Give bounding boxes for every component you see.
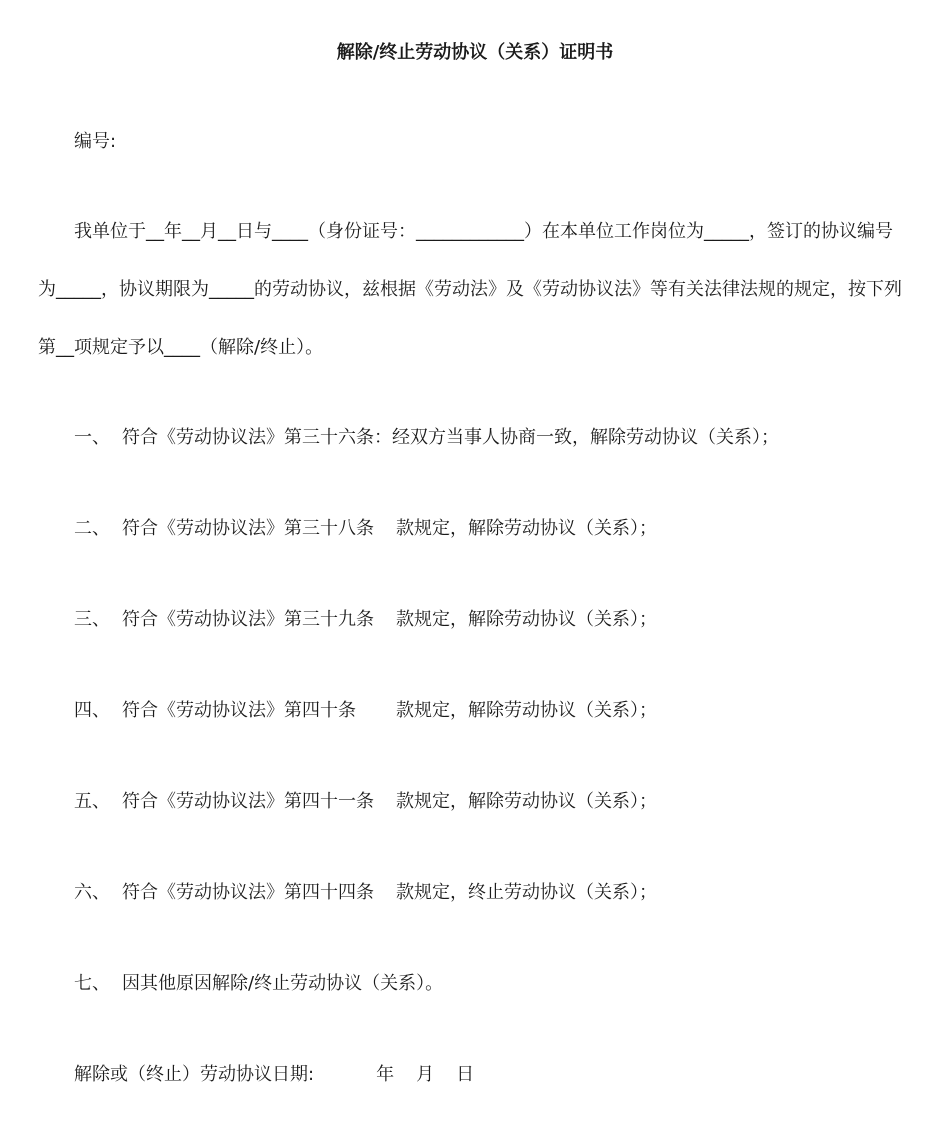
- item-number: 七、: [74, 973, 110, 994]
- body-line-2: 为_____，协议期限为_____的劳动协议，兹根据《劳动法》及《劳动协议法》等有关法律法规的规定，按下列: [38, 279, 902, 300]
- item-text: 符合《劳动协议法》第三十六条：经双方当事人协商一致，解除劳动协议（关系）；: [122, 427, 779, 448]
- date-month: 月: [416, 1064, 435, 1085]
- termination-date-line: [74, 1063, 474, 1087]
- item-text: 符合《劳动协议法》第四十一条: [122, 791, 374, 812]
- item-text-tail: 款规定，解除劳动协议（关系）；: [396, 609, 657, 630]
- item-number: 三、: [74, 609, 110, 630]
- list-item: [74, 972, 443, 996]
- item-text: 符合《劳动协议法》第四十四条: [122, 882, 374, 903]
- item-text: 符合《劳动协议法》第三十九条: [122, 609, 374, 630]
- item-number: 五、: [74, 791, 110, 812]
- list-item: [74, 790, 657, 814]
- document-title: 解除/终止劳动协议（关系）证明书: [336, 42, 614, 63]
- item-number: 二、: [74, 518, 110, 539]
- list-item: [74, 608, 657, 632]
- item-text: 符合《劳动协议法》第三十八条: [122, 518, 374, 539]
- list-item: [74, 426, 779, 450]
- body-line-1: 我单位于__年__月__日与____（身份证号：____________）在本单位工作岗位为_____，签订的协议编号: [74, 221, 893, 242]
- number-label: 编号:: [74, 131, 117, 152]
- item-text-tail: 款规定，解除劳动协议（关系）；: [396, 791, 657, 812]
- item-number: 四、: [74, 700, 110, 721]
- item-text-tail: 款规定，解除劳动协议（关系）；: [396, 700, 657, 721]
- item-text-tail: 款规定，终止劳动协议（关系）；: [396, 882, 657, 903]
- list-item: [74, 517, 657, 541]
- item-text: 符合《劳动协议法》第四十条: [122, 700, 356, 721]
- date-day: 日: [456, 1064, 475, 1085]
- date-year: 年: [376, 1064, 395, 1085]
- body-line-3: 第__项规定予以____（解除/终止）。: [38, 337, 324, 358]
- item-number: 六、: [74, 882, 110, 903]
- list-item: [74, 881, 657, 905]
- item-number: 一、: [74, 427, 110, 448]
- item-text: 因其他原因解除/终止劳动协议（关系）。: [122, 973, 444, 994]
- item-text-tail: 款规定，解除劳动协议（关系）；: [396, 518, 657, 539]
- list-item: [74, 699, 657, 723]
- date-label: 解除或（终止）劳动协议日期:: [74, 1064, 315, 1085]
